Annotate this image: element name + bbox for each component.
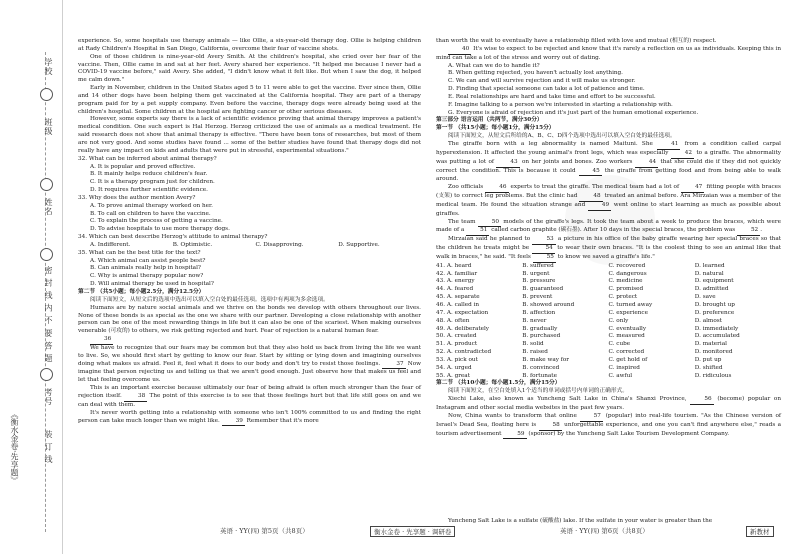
cloze-option[interactable]: D. accumulated xyxy=(694,333,740,340)
cloze-option[interactable]: C. inspired xyxy=(608,364,640,371)
passage-text: to wear their own braces. "It is the coolest thing to see an animal like that walk in braces," he said. "It feels xyxy=(436,245,782,260)
cloze-option[interactable]: B. guaranteed xyxy=(522,286,564,293)
cloze-paragraph xyxy=(436,236,781,263)
answer-option[interactable]: B. Optimistic. xyxy=(172,241,213,248)
seven-option: F. Imagine talking to a person we're interested in starting a relationship with. xyxy=(448,101,673,108)
passage-text: that she could die if they did not quickly correct the condition. This is because it could xyxy=(436,158,781,174)
passage-paragraph: However, some experts say there is a lack of scientific evidence proving that animal therapy improves a patient's medical condition. One such expert is Hal Herzog. Herzog criticized the use of animals as a medical treatment. He said research does not show that animal therapy is effective. "There have been tons of researches, but most of them are not very good. And some studies have found ... some of the better studies have found that therapy dogs did not really have any impact on kids and adults that were put in stressful, experimental situations." xyxy=(78,116,421,154)
answer-option[interactable]: A. To prove animal therapy worked on her. xyxy=(90,202,213,209)
part-heading: 第三部分 语言运用（共两节，满分30分） xyxy=(436,117,543,124)
cloze-option[interactable]: C. only xyxy=(608,317,629,324)
cloze-option[interactable]: C. protect xyxy=(608,294,638,301)
cloze-option[interactable]: B. raised xyxy=(522,349,548,356)
passage-text: Remember that it's more xyxy=(246,417,319,424)
cloze-option[interactable]: B. showed around xyxy=(522,302,575,308)
cloze-option[interactable]: B. pressure xyxy=(522,278,556,285)
cloze-option[interactable]: C. eventually xyxy=(608,325,647,332)
seven-option: D. Finding that special someone can take a lot of patience and time. xyxy=(448,86,645,93)
cloze-option[interactable]: D. immediately xyxy=(694,325,739,332)
grammar-paragraph xyxy=(436,518,781,526)
cloze-option[interactable]: B. purchased xyxy=(522,333,561,340)
cloze-options-grid xyxy=(436,263,781,381)
passage-text: It's wise to expect to be rejected and know that it's rarely a reflection on us as individuals. Keeping this in mind can take a lot of the stress and worry out of dating. xyxy=(436,45,782,61)
edition-badge: 新教材 xyxy=(746,526,774,537)
cloze-option[interactable]: D. shifted xyxy=(694,364,723,371)
cloze-option[interactable]: C. recovered xyxy=(608,262,646,269)
seal-circle xyxy=(40,368,53,381)
cloze-option[interactable]: C. awful xyxy=(608,372,633,379)
cloze-paragraph xyxy=(436,184,781,218)
seven-option: G. Everyone is afraid of rejection and it's just part of the human emotional experience. xyxy=(448,109,699,116)
passage-text: experts to treat the giraffe. The medical team had a lot of xyxy=(510,184,680,191)
section-heading: 第二节 （共10小题；每小题1.5分，满分15分） xyxy=(436,380,561,387)
class-label: 班级 xyxy=(44,118,53,136)
seal-circle xyxy=(40,88,53,101)
passage-text: The team xyxy=(448,218,476,225)
passage-text: (sponsor) by the Yuncheng Salt Lake Tourism Development Company. xyxy=(528,430,730,437)
answer-blank[interactable]: 48 xyxy=(579,193,602,202)
series-label: 《衡水金卷·先享题》 xyxy=(10,410,19,485)
answer-option[interactable]: B. It mainly helps reduce children's fear. xyxy=(90,171,208,178)
answer-option[interactable]: D. Supportive. xyxy=(338,241,380,248)
passage-paragraph: than worth the wait to eventually have a relationship filled with love and mutual (相互的) respect. xyxy=(436,38,717,44)
cloze-option[interactable]: B. never xyxy=(522,317,547,324)
binding-margin xyxy=(0,0,63,554)
question-stem: 32. What can be inferred about animal therapy? xyxy=(78,155,217,162)
passage-text: unforgettable experience, and one you can't find anywhere else," reads a tourism advertisement xyxy=(436,421,782,437)
passage-paragraph xyxy=(78,345,421,385)
passage-text: fitting people with braces (支架) to correct leg problems. But the clinic had xyxy=(436,184,781,200)
cloze-option[interactable]: B. affection xyxy=(522,309,556,316)
answer-blank[interactable]: 57 xyxy=(580,413,603,422)
section-heading: 第二节 （共5小题；每小题2.5分，满分12.5分） xyxy=(78,289,205,295)
answer-blank[interactable]: 38 xyxy=(124,393,147,402)
answer-blank[interactable]: 50 xyxy=(478,219,501,228)
seven-option: C. We can and will survive rejection and it will make us stronger. xyxy=(448,78,636,85)
right-column xyxy=(436,38,781,439)
cloze-option[interactable]: C. corrected xyxy=(608,349,645,356)
passage-text: (popular) into real-life tourism. "As the Chinese version of Israel's Dead Sea, floating here is xyxy=(436,412,782,428)
cloze-option[interactable]: B. urgent xyxy=(522,270,550,277)
cloze-option[interactable]: 41. A. heard xyxy=(436,262,472,269)
answer-blank[interactable]: 56 xyxy=(690,396,713,405)
answer-blank[interactable]: 49 xyxy=(588,202,611,211)
answer-option[interactable]: A. Indifferent. xyxy=(90,241,131,248)
school-label: 学校 xyxy=(44,58,53,76)
right-page-number: 英语 · YY(四) 第6页（共8页） xyxy=(560,527,649,535)
answer-blank[interactable]: 52 xyxy=(737,227,760,236)
grammar-paragraph xyxy=(436,413,781,440)
answer-blank[interactable]: 42 xyxy=(671,150,694,159)
answer-option[interactable]: C. Disapproving. xyxy=(255,241,304,248)
passage-paragraph xyxy=(78,385,421,410)
section-instruction: 阅读下面短文，从短文后所给的A、B、C、D四个选项中选出可以填入空白处的最佳选项。 xyxy=(448,133,676,140)
passage-text: It's never worth getting into a relationship with someone who isn't 100% committed to us and finding the right person can take much longer than we might like. xyxy=(78,409,421,424)
answer-blank[interactable]: 39 xyxy=(222,418,245,427)
cloze-option[interactable]: D. material xyxy=(694,341,727,348)
answer-blank[interactable]: 45 xyxy=(579,168,602,177)
answer-blank[interactable]: 53 xyxy=(532,236,555,245)
answer-option[interactable]: B. To call on children to have the vaccine. xyxy=(90,210,211,217)
cloze-option[interactable]: B. prevent xyxy=(522,294,553,301)
answer-blank[interactable]: 43 xyxy=(496,159,519,168)
passage-text: Xiechi Lake, also known as Yuncheng Salt Lake in China's Shanxi Province, xyxy=(448,396,687,403)
cloze-option[interactable]: 43. A. energy xyxy=(436,278,475,285)
answer-option[interactable]: C. It is a therapy program just for children. xyxy=(90,179,215,186)
answer-blank[interactable]: 59 xyxy=(503,431,526,440)
passage-text: We have to recognize that our fears may be common but that they also hold us back from living the life we want to live. So, we should first start by getting to know our fear. Start by sitting or lying down and imagining ourselves doing what makes us afraid. Feel it, feel what it does to our body and don't try to resist those feelings. xyxy=(78,344,421,367)
answer-blank[interactable]: 54 xyxy=(532,245,555,254)
cloze-option[interactable]: 42. A. familiar xyxy=(436,270,478,277)
seal-circle xyxy=(40,178,53,191)
passage-paragraph: Early in November, children in the United States aged 5 to 11 were able to get the vaccine. Ever since then, Ollie and 14 other dogs have been helping them get vaccinated at the California hospital. They are part of a therapy program paid for by a pet supply company. Even before the vaccine, therapy dogs were already being used at the children's hospital. Some children at the hospital are fighting cancer or other serious diseases. xyxy=(78,85,421,115)
passage-text: to a giraffe. The abnormality was putting a lot of xyxy=(436,149,782,165)
cloze-option[interactable]: B. make way for xyxy=(522,356,569,363)
answer-option[interactable]: B. Can animals really help in hospital? xyxy=(90,265,201,272)
cloze-option[interactable]: D. equipment xyxy=(694,278,734,285)
seal-warning: 密 封 线 内 不 要 答 题 xyxy=(44,266,53,363)
cloze-option[interactable]: C. medicine xyxy=(608,278,643,285)
passage-paragraph xyxy=(436,46,781,63)
question-stem: 34. Which can best describe Herzog's attitude to animal therapy? xyxy=(78,234,268,241)
cloze-option[interactable]: 53. A. pick out xyxy=(436,356,478,363)
cloze-option[interactable]: D. monitored xyxy=(694,349,733,356)
cloze-option[interactable]: D. preference xyxy=(694,309,735,316)
passage-text: called carbon graphite (碳石墨). After 10 days in the special braces, the problem was xyxy=(491,227,736,234)
cloze-option[interactable]: C. get hold of xyxy=(608,356,648,363)
answer-blank[interactable]: 46 xyxy=(485,184,508,193)
passage-paragraph xyxy=(78,410,421,427)
cloze-option[interactable]: C. experience xyxy=(608,309,648,316)
answer-option[interactable]: D. Will animal therapy be used in hospital? xyxy=(90,281,214,288)
answer-blank[interactable]: 58 xyxy=(539,422,562,431)
cloze-option[interactable]: 54. A. urged xyxy=(436,364,472,371)
cloze-option[interactable]: D. learned xyxy=(694,262,725,269)
question-stem: 35. What can be the best title for the text? xyxy=(78,249,201,256)
cloze-option[interactable]: B. solid xyxy=(522,341,544,348)
passage-paragraph: Humans are by nature social animals and we thrive on the bonds we develop with others throughout our lives. None of these bonds is as special as the one we share with our partner. Developing a close relationship with another person can be one of the most rewarding things in life but it can also be one of the scariest. When making ourselves venerable (可攻的) to others, we risk getting rejected and hurt. Fear of rejection is a natural human fear. xyxy=(78,304,421,335)
cloze-option[interactable]: 45. A. separate xyxy=(436,294,480,301)
seal-circle xyxy=(40,248,53,261)
cloze-option[interactable]: D. save xyxy=(694,294,716,301)
cloze-option[interactable]: D. ridiculous xyxy=(694,372,732,379)
passage-text: treated an animal before. Ara Mirzaian was a member of the medical team. He found the situation strange and xyxy=(436,193,782,208)
cloze-option[interactable]: C. dangerous xyxy=(608,270,647,277)
cloze-option[interactable]: 51. A. product xyxy=(436,341,478,348)
answer-blank[interactable]: 51 xyxy=(466,227,489,236)
cloze-option[interactable]: 44. A. feared xyxy=(436,286,474,293)
answer-blank[interactable]: 36 xyxy=(90,336,113,345)
answer-blank[interactable]: 55 xyxy=(533,254,556,263)
cloze-option[interactable]: 52. A. contradicted xyxy=(436,349,492,356)
answer-blank[interactable]: 40 xyxy=(448,46,471,55)
answer-option[interactable]: C. To explain the process of getting a vaccine. xyxy=(90,218,223,225)
left-page-number: 英语 · YY(四) 第5页（共8页） xyxy=(220,527,309,535)
passage-paragraph: One of those children is nine-year-old Avery Smith. At the children's hospital, she cried over her fear of the vaccine. Then, Ollie came in and sat at her feet. Avery shared her experience. "It helped me because I never had a COVID-19 vaccine before," said Avery. She added, "I didn't know what it felt like. But when I saw the dog, it helped me calm down." xyxy=(78,53,421,84)
question-stem: 33. Why does the author mention Avery? xyxy=(78,194,196,201)
cloze-option[interactable]: C. turned away xyxy=(608,302,653,308)
passage-text: The giraffe born with a leg abnormality is named Maituni. She xyxy=(448,140,653,147)
answer-blank[interactable]: 47 xyxy=(681,184,704,193)
seven-option: A. What can we do to handle it? xyxy=(448,62,540,69)
cloze-option[interactable]: D. almost xyxy=(694,317,722,324)
page-footer xyxy=(70,526,785,538)
passage-text: on her joints and bones. Zoo workers xyxy=(521,158,633,165)
grammar-paragraph xyxy=(436,396,781,413)
passage-text: This is an important exercise because ultimately our fear of being afraid is often much stronger than the fear of rejection itself. xyxy=(78,385,421,399)
cloze-option[interactable]: 47. A. expectation xyxy=(436,309,489,316)
cloze-option[interactable]: 50. A. created xyxy=(436,333,477,340)
passage-text: sulfate in your water is greater than the xyxy=(596,518,713,524)
cloze-option[interactable]: B. convinced xyxy=(522,364,560,371)
passage-text: to know we saved a giraffe's life." xyxy=(557,253,655,260)
passage-text: models of the giraffe's legs. It took the team about a week to produce the braces, which were made of a xyxy=(436,218,781,234)
answer-blank[interactable]: 37 xyxy=(382,361,405,370)
cloze-option[interactable]: 48. A. often xyxy=(436,317,470,324)
passage-text: Now, China wants to transform that online xyxy=(448,412,577,419)
answer-option[interactable]: D. It requires further scientific evidence. xyxy=(90,187,208,194)
answer-blank[interactable]: 41 xyxy=(657,141,680,150)
passage-paragraph xyxy=(78,336,421,345)
cloze-option[interactable]: 49. A. deliberately xyxy=(436,325,490,332)
seven-option: E. Real relationships are hard and take time and effort to be successful. xyxy=(448,93,656,100)
answer-option[interactable]: C. Why is animal therapy popular now? xyxy=(90,273,204,280)
cloze-option[interactable]: 55. A. great xyxy=(436,372,470,379)
cloze-option[interactable]: D. brought up xyxy=(694,302,735,308)
cloze-option[interactable]: D. natural xyxy=(694,270,724,277)
exam-no-label: 考号 xyxy=(44,388,53,406)
answer-option[interactable]: A. It is popular and proved effective. xyxy=(90,163,196,170)
cloze-option[interactable]: B. gradually xyxy=(522,325,558,332)
cloze-option[interactable]: B. suffered xyxy=(522,262,554,269)
seven-option: B. When getting rejected, you haven't actually lost anything. xyxy=(448,70,623,77)
cloze-option[interactable]: B. fortunate xyxy=(522,372,557,379)
cloze-option[interactable]: D. put up xyxy=(694,356,722,363)
option-row xyxy=(78,242,421,250)
passage-text: (become) popular on Instagram and other social media websites in the past few years. xyxy=(436,396,781,411)
answer-option[interactable]: D. To advise hospitals to use more therapy dogs. xyxy=(90,226,230,233)
name-label: 姓名 xyxy=(44,198,53,216)
left-column xyxy=(78,38,421,426)
passage-text: Zoo officials xyxy=(448,184,484,191)
binding-line-label: 装 订 线 xyxy=(44,430,53,465)
passage-text: from a condition called carpal hyperextension. It affected the young animal's front legs, which was especially xyxy=(436,140,782,156)
passage-text: a picture in his office of the baby giraffe wearing her special braces so that the children he treats might be xyxy=(436,236,782,252)
cloze-option[interactable]: 46. A. called in xyxy=(436,302,480,308)
section-instruction: 阅读下面短文，从短文后的选项中选出可以填入空白处的最佳选项。选项中有两项为多余选项。 xyxy=(90,296,329,303)
answer-option[interactable]: A. Which animal can assist people best? xyxy=(90,257,206,264)
cloze-option[interactable]: D. admitted xyxy=(694,286,729,293)
section-heading: 第一节 （共15小题；每小题1分，满分15分） xyxy=(436,125,555,132)
series-title: 衡水金卷 · 先享题 · 调研卷 xyxy=(370,526,455,537)
passage-text: Yuncheng Salt Lake is a sulfate (硫酸盐) lake. If the xyxy=(448,518,595,524)
cloze-paragraph: The team 50 models of the giraffe's legs. It took the team about a week to produce the braces, which were made of a 51 called carbon graphite (碳石墨). After 10 days in the special braces, the problem was 52 . xyxy=(436,219,781,237)
passage-text: the giraffe from getting food and from being able to walk around. xyxy=(436,167,781,183)
passage-text: went online to start learning as much as possible about giraffes. xyxy=(436,201,782,217)
passage-text: The point of this exercise is to see that those feelings hurt but that life still goes on and we can deal with them. xyxy=(78,392,421,408)
passage-text: Mirzaian said he planned to xyxy=(448,236,531,243)
answer-blank[interactable]: 44 xyxy=(635,159,658,168)
passage-text: Now imagine that person rejecting us and telling us that we aren't good enough. Just observe how that makes us feel and let that feeling overcome us. xyxy=(78,360,422,384)
section-instruction: 阅读下面短文，在空白处填入1个适当的单词或括号内单词的正确形式。 xyxy=(448,388,628,395)
passage-paragraph: experience. So, some hospitals use therapy animals — like Ollie, a six-year-old therapy dog. Ollie is helping children at Rady Children's Hospital in San Diego, California, overcome their fear of vaccine shots. xyxy=(78,38,421,52)
cloze-option[interactable]: C. cube xyxy=(608,341,631,348)
cloze-paragraph xyxy=(436,141,781,184)
cloze-option[interactable]: C. promised xyxy=(608,286,644,293)
cloze-option[interactable]: C. measured xyxy=(608,333,645,340)
